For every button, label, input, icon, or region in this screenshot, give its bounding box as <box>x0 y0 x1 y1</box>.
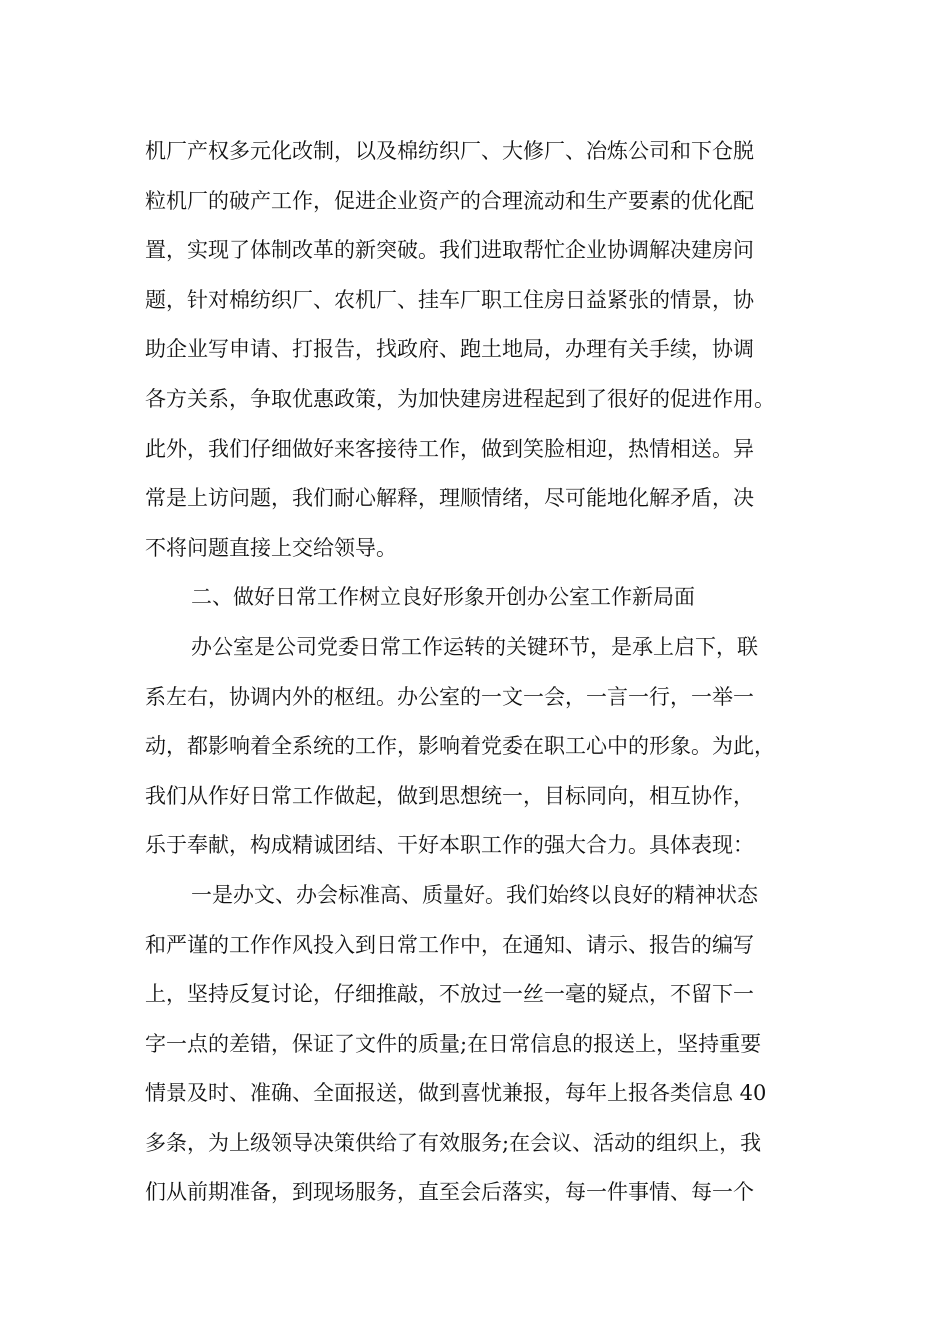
text-line: 字一点的差错，保证了文件的质量;在日常信息的报送上，坚持重要 <box>145 1031 762 1056</box>
text-line: 和严谨的工作作风投入到日常工作中，在通知、请示、报告的编写 <box>145 932 754 957</box>
text-line: 多条，为上级领导决策供给了有效服务;在会议、活动的组织上，我 <box>145 1130 762 1155</box>
text-line: 助企业写申请、打报告，找政府、跑土地局，办理有关手续，协调 <box>145 337 754 362</box>
text-line: 此外，我们仔细做好来客接待工作，做到笑脸相迎，热情相送。异 <box>145 436 754 461</box>
text-line: 动，都影响着全系统的工作，影响着党委在职工心中的形象。为此， <box>145 734 775 759</box>
text-line: 置，实现了体制改革的新突破。我们进取帮忙企业协调解决建房问 <box>145 238 754 263</box>
text-line: 机厂产权多元化改制，以及棉纺织厂、大修厂、冶炼公司和下仓脱 <box>145 139 754 163</box>
text-line: 系左右，协调内外的枢纽。办公室的一文一会，一言一行，一举一 <box>145 684 754 709</box>
text-line: 上，坚持反复讨论，仔细推敲，不放过一丝一毫的疑点，不留下一 <box>145 982 754 1007</box>
text-line: 常是上访问题，我们耐心解释，理顺情绪，尽可能地化解矛盾，决 <box>145 486 754 511</box>
text-line: 们从前期准备，到现场服务，直至会后落实，每一件事情、每一个 <box>145 1180 754 1205</box>
text-line: 情景及时、准确、全面报送，做到喜忧兼报，每年上报各类信息 40 <box>145 1081 767 1106</box>
text-line: 题，针对棉纺织厂、农机厂、挂车厂职工住房日益紧张的情景，协 <box>145 287 754 312</box>
text-line: 我们从作好日常工作做起，做到思想统一，目标同向，相互协作， <box>145 783 754 808</box>
text-line: 乐于奉献，构成精诚团结、干好本职工作的强大合力。具体表现： <box>145 833 754 858</box>
body-text <box>145 127 825 1218</box>
text-line: 二、做好日常工作树立良好形象开创办公室工作新局面 <box>191 585 695 610</box>
text-line: 一是办文、办会标准高、质量好。我们始终以良好的精神状态 <box>191 882 758 907</box>
text-line: 办公室是公司党委日常工作运转的关键环节，是承上启下，联 <box>191 634 758 659</box>
text-line: 粒机厂的破产工作，促进企业资产的合理流动和生产要素的优化配 <box>145 188 754 213</box>
text-line: 各方关系，争取优惠政策，为加快建房进程起到了很好的促进作用。 <box>145 386 775 411</box>
text-line: 不将问题直接上交给领导。 <box>145 535 397 560</box>
